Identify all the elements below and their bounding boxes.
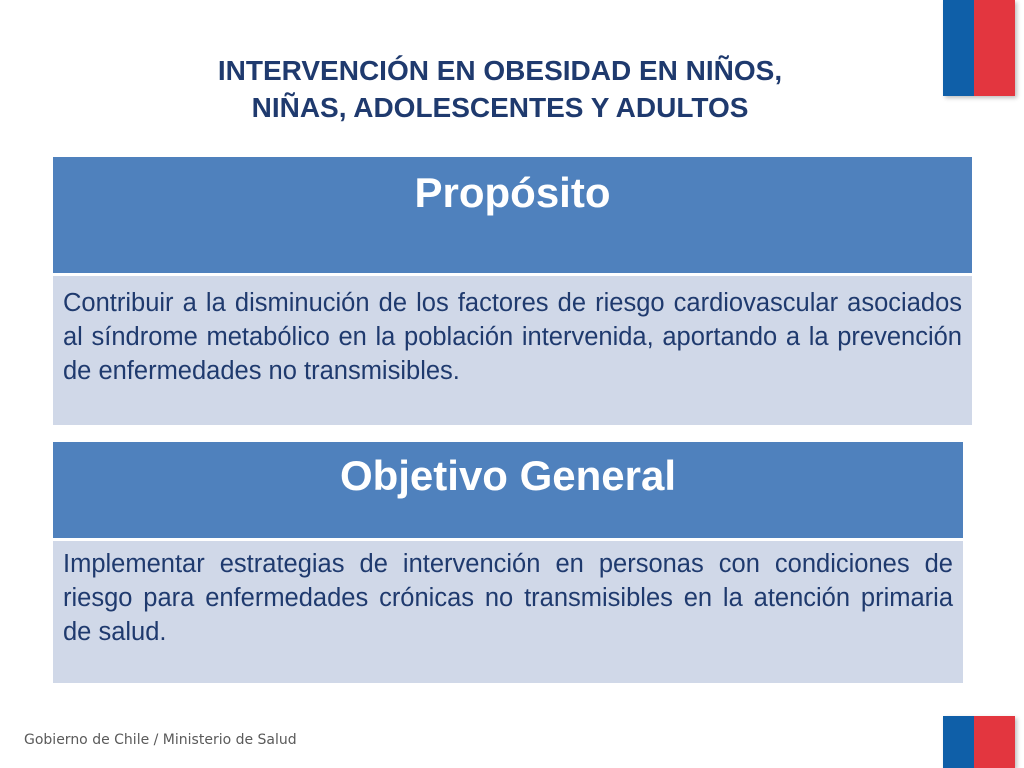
proposito-text: Contribuir a la disminución de los factores de riesgo cardiovascular asociados al síndrome metabólico en la población intervenida, aportando a la prevención de enfermedades no transmisibles. [53, 273, 972, 425]
page-title [100, 52, 900, 126]
flag-red-stripe [974, 716, 1015, 768]
title-line-1: INTERVENCIÓN EN OBESIDAD EN NIÑOS, [217, 55, 783, 86]
objetivo-heading: Objetivo General [53, 442, 963, 538]
flag-blue-stripe [943, 716, 974, 768]
chile-flag-logo-top [943, 0, 1015, 96]
flag-red-stripe [974, 0, 1015, 96]
title-line-2: NIÑAS, ADOLESCENTES Y ADULTOS [251, 92, 749, 123]
flag-blue-stripe [943, 0, 974, 96]
objetivo-text: Implementar estrategias de intervención en personas con condiciones de riesgo para enfermedades crónicas no transmisibles en la atención primaria de salud. [53, 538, 963, 683]
proposito-heading: Propósito [53, 157, 972, 273]
proposito-block [53, 157, 972, 425]
footer-text: Gobierno de Chile / Ministerio de Salud [24, 732, 297, 748]
objetivo-block [53, 442, 963, 683]
chile-flag-logo-bottom [943, 716, 1015, 768]
